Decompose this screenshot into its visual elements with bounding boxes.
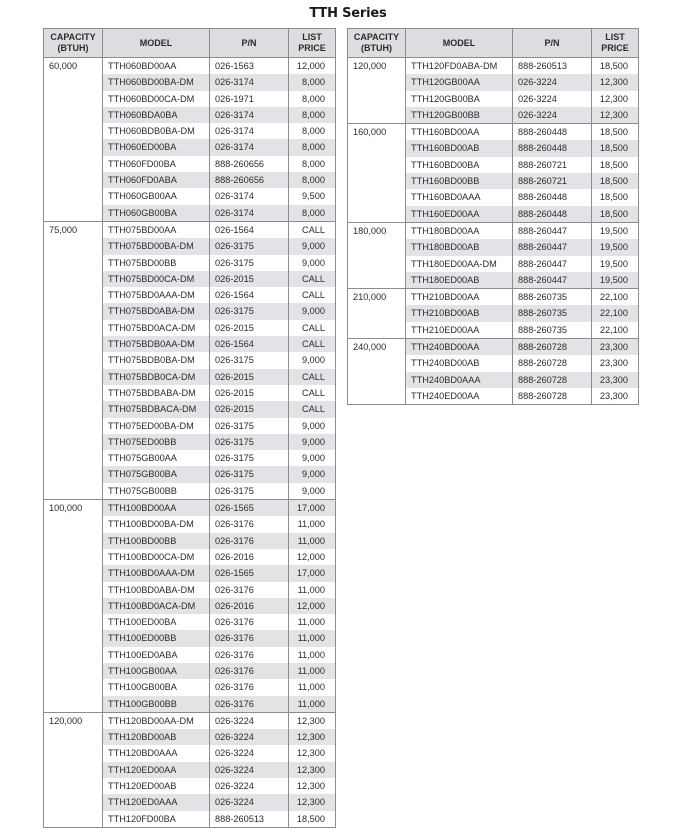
model-cell: TTH075GB00BA [103, 466, 210, 482]
pn-cell: 026-3224 [210, 762, 289, 778]
table-row [348, 222, 639, 239]
pn-cell: 026-3224 [513, 74, 592, 90]
model-cell: TTH075BD0AAA-DM [103, 287, 210, 303]
model-cell: TTH100ED0ABA [103, 647, 210, 663]
capacity-cell: 100,000 [44, 500, 103, 713]
price-cell: 9,000 [289, 483, 336, 500]
model-cell: TTH120GB00BA [406, 91, 513, 107]
header-list-price: LIST PRICE [289, 29, 336, 58]
price-cell: 11,000 [289, 582, 336, 598]
price-cell: 9,000 [289, 238, 336, 254]
model-cell: TTH160BD00BB [406, 173, 513, 189]
pn-cell: 888-260721 [513, 157, 592, 173]
price-cell: 17,000 [289, 500, 336, 517]
price-cell: 23,300 [592, 372, 639, 388]
price-cell: 8,000 [289, 139, 336, 155]
pn-cell: 026-3224 [210, 794, 289, 810]
pn-cell: 888-260448 [513, 189, 592, 205]
pn-cell: 026-3175 [210, 303, 289, 319]
model-cell: TTH075GB00AA [103, 450, 210, 466]
capacity-cell: 60,000 [44, 58, 103, 222]
table-row [348, 339, 639, 356]
pn-cell: 888-260448 [513, 124, 592, 141]
model-cell: TTH075BD00BA-DM [103, 238, 210, 254]
pn-cell: 888-260728 [513, 339, 592, 356]
pn-cell: 888-260735 [513, 289, 592, 306]
table-row [44, 712, 336, 729]
pn-cell: 888-260728 [513, 372, 592, 388]
price-cell: 12,300 [592, 107, 639, 124]
model-cell: TTH100BD0ABA-DM [103, 582, 210, 598]
price-cell: 11,000 [289, 630, 336, 646]
price-cell: 9,000 [289, 255, 336, 271]
model-cell: TTH100BD0ACA-DM [103, 598, 210, 614]
model-cell: TTH100BD00AA [103, 500, 210, 517]
pn-cell: 026-1564 [210, 221, 289, 238]
model-cell: TTH075BDB0AA-DM [103, 336, 210, 352]
pn-cell: 026-3175 [210, 352, 289, 368]
table-header-row [44, 29, 336, 58]
model-cell: TTH060BD00BA-DM [103, 74, 210, 90]
price-cell: 12,000 [289, 58, 336, 75]
pn-cell: 026-3224 [210, 712, 289, 729]
model-cell: TTH160BD00AA [406, 124, 513, 141]
model-cell: TTH075GB00BB [103, 483, 210, 500]
pn-cell: 026-3174 [210, 123, 289, 139]
price-cell: CALL [289, 221, 336, 238]
model-cell: TTH160BD0AAA [406, 189, 513, 205]
pn-cell: 888-260447 [513, 222, 592, 239]
model-cell: TTH240BD00AB [406, 355, 513, 371]
pn-cell: 888-260448 [513, 140, 592, 156]
pn-cell: 026-3175 [210, 238, 289, 254]
price-cell: CALL [289, 336, 336, 352]
price-cell: 18,500 [289, 811, 336, 828]
model-cell: TTH120FD0ABA-DM [406, 58, 513, 75]
price-cell: 12,300 [289, 729, 336, 745]
header-capacity: CAPACITY (BTUH) [348, 29, 406, 58]
pn-cell: 888-260735 [513, 322, 592, 339]
pn-cell: 026-1565 [210, 565, 289, 581]
price-cell: 12,300 [592, 91, 639, 107]
price-cell: 11,000 [289, 647, 336, 663]
price-cell: CALL [289, 401, 336, 417]
model-cell: TTH075ED00BB [103, 434, 210, 450]
capacity-cell: 180,000 [348, 222, 406, 288]
pn-cell: 026-3224 [210, 778, 289, 794]
price-cell: 22,100 [592, 322, 639, 339]
pn-cell: 026-3176 [210, 630, 289, 646]
price-cell: 19,500 [592, 239, 639, 255]
pn-cell: 026-3175 [210, 418, 289, 434]
price-cell: 23,300 [592, 355, 639, 371]
model-cell: TTH120GB00BB [406, 107, 513, 124]
price-cell: 9,000 [289, 434, 336, 450]
model-cell: TTH240ED00AA [406, 388, 513, 405]
header-pn: P/N [210, 29, 289, 58]
model-cell: TTH160BD00AB [406, 140, 513, 156]
price-cell: 23,300 [592, 339, 639, 356]
price-cell: 18,500 [592, 58, 639, 75]
model-cell: TTH100ED00BB [103, 630, 210, 646]
model-cell: TTH060GB00AA [103, 188, 210, 204]
price-cell: 12,000 [289, 598, 336, 614]
pn-cell: 026-2016 [210, 598, 289, 614]
model-cell: TTH060BD00CA-DM [103, 91, 210, 107]
capacity-cell: 210,000 [348, 289, 406, 339]
price-cell: CALL [289, 385, 336, 401]
model-cell: TTH060FD00BA [103, 156, 210, 172]
header-model: MODEL [406, 29, 513, 58]
pn-cell: 026-3176 [210, 663, 289, 679]
price-cell: CALL [289, 369, 336, 385]
price-cell: 18,500 [592, 140, 639, 156]
model-cell: TTH160ED00AA [406, 206, 513, 223]
price-cell: 8,000 [289, 74, 336, 90]
price-cell: 12,300 [289, 762, 336, 778]
price-cell: 12,300 [289, 778, 336, 794]
model-cell: TTH060BDB0BA-DM [103, 123, 210, 139]
capacity-cell: 120,000 [348, 58, 406, 124]
pn-cell: 026-3224 [513, 107, 592, 124]
capacity-cell: 120,000 [44, 712, 103, 827]
page-title: TTH Series [309, 6, 387, 21]
table-row [348, 289, 639, 306]
model-cell: TTH100GB00AA [103, 663, 210, 679]
pn-cell: 026-2015 [210, 369, 289, 385]
price-cell: 22,100 [592, 305, 639, 321]
model-cell: TTH060BD00AA [103, 58, 210, 75]
price-cell: 12,300 [289, 794, 336, 810]
model-cell: TTH160BD00BA [406, 157, 513, 173]
model-cell: TTH060BDA0BA [103, 107, 210, 123]
capacity-cell: 160,000 [348, 124, 406, 223]
price-table-right [347, 28, 639, 405]
price-cell: CALL [289, 287, 336, 303]
model-cell: TTH075BD0ABA-DM [103, 303, 210, 319]
pn-cell: 888-260721 [513, 173, 592, 189]
model-cell: TTH100GB00BA [103, 679, 210, 695]
price-cell: 8,000 [289, 172, 336, 188]
model-cell: TTH120BD00AB [103, 729, 210, 745]
model-cell: TTH210BD00AA [406, 289, 513, 306]
table-row [348, 58, 639, 75]
pn-cell: 888-260448 [513, 206, 592, 223]
price-cell: 12,300 [592, 74, 639, 90]
price-cell: 11,000 [289, 614, 336, 630]
table-row [44, 221, 336, 238]
table-row [348, 124, 639, 141]
model-cell: TTH120ED00AB [103, 778, 210, 794]
price-cell: 19,500 [592, 272, 639, 289]
model-cell: TTH100BD0AAA-DM [103, 565, 210, 581]
pn-cell: 888-260513 [513, 58, 592, 75]
price-cell: CALL [289, 320, 336, 336]
header-model: MODEL [103, 29, 210, 58]
pn-cell: 026-3176 [210, 516, 289, 532]
price-cell: 19,500 [592, 256, 639, 272]
pn-cell: 026-1563 [210, 58, 289, 75]
model-cell: TTH180ED00AA-DM [406, 256, 513, 272]
pn-cell: 888-260728 [513, 355, 592, 371]
model-cell: TTH100BD00CA-DM [103, 549, 210, 565]
pn-cell: 026-3174 [210, 139, 289, 155]
model-cell: TTH100BD00BA-DM [103, 516, 210, 532]
pn-cell: 026-3224 [210, 729, 289, 745]
model-cell: TTH240BD00AA [406, 339, 513, 356]
pn-cell: 026-3176 [210, 679, 289, 695]
pn-cell: 026-3175 [210, 450, 289, 466]
model-cell: TTH060ED00BA [103, 139, 210, 155]
price-cell: 8,000 [289, 205, 336, 222]
pn-cell: 026-3174 [210, 74, 289, 90]
model-cell: TTH180ED00AB [406, 272, 513, 289]
price-cell: 19,500 [592, 222, 639, 239]
model-cell: TTH120GB00AA [406, 74, 513, 90]
model-cell: TTH120ED00AA [103, 762, 210, 778]
pn-cell: 026-3176 [210, 647, 289, 663]
model-cell: TTH100BD00BB [103, 533, 210, 549]
price-cell: 9,000 [289, 450, 336, 466]
pn-cell: 026-3176 [210, 533, 289, 549]
pn-cell: 026-3174 [210, 188, 289, 204]
price-table-left [43, 28, 336, 828]
pn-cell: 888-260735 [513, 305, 592, 321]
pn-cell: 026-3175 [210, 466, 289, 482]
pn-cell: 026-2015 [210, 401, 289, 417]
model-cell: TTH120ED0AAA [103, 794, 210, 810]
price-cell: 12,300 [289, 745, 336, 761]
price-cell: 9,000 [289, 466, 336, 482]
pn-cell: 026-3175 [210, 483, 289, 500]
pn-cell: 026-2015 [210, 271, 289, 287]
model-cell: TTH210BD00AB [406, 305, 513, 321]
pn-cell: 026-2016 [210, 549, 289, 565]
model-cell: TTH075BDBABA-DM [103, 385, 210, 401]
pn-cell: 026-3175 [210, 434, 289, 450]
pn-cell: 026-1565 [210, 500, 289, 517]
price-cell: 18,500 [592, 206, 639, 223]
model-cell: TTH075BD00AA [103, 221, 210, 238]
model-cell: TTH075BD00CA-DM [103, 271, 210, 287]
header-list-price: LIST PRICE [592, 29, 639, 58]
pn-cell: 026-3174 [210, 205, 289, 222]
table-body [44, 58, 336, 828]
price-cell: 12,300 [289, 712, 336, 729]
pn-cell: 888-260513 [210, 811, 289, 828]
price-cell: 18,500 [592, 173, 639, 189]
model-cell: TTH120FD00BA [103, 811, 210, 828]
price-cell: 9,000 [289, 418, 336, 434]
model-cell: TTH075BD0ACA-DM [103, 320, 210, 336]
table-header-row [348, 29, 639, 58]
table-body [348, 58, 639, 405]
capacity-cell: 75,000 [44, 221, 103, 499]
header-capacity: CAPACITY (BTUH) [44, 29, 103, 58]
model-cell: TTH100ED00BA [103, 614, 210, 630]
price-cell: 12,000 [289, 549, 336, 565]
pn-cell: 026-1564 [210, 287, 289, 303]
model-cell: TTH240BD0AAA [406, 372, 513, 388]
price-cell: 8,000 [289, 91, 336, 107]
price-cell: 9,500 [289, 188, 336, 204]
price-cell: 18,500 [592, 157, 639, 173]
pn-cell: 026-3224 [210, 745, 289, 761]
price-cell: 23,300 [592, 388, 639, 405]
pn-cell: 026-3224 [513, 91, 592, 107]
pn-cell: 026-3176 [210, 614, 289, 630]
price-cell: 17,000 [289, 565, 336, 581]
price-cell: CALL [289, 271, 336, 287]
pn-cell: 888-260447 [513, 272, 592, 289]
pn-cell: 888-260447 [513, 239, 592, 255]
pn-cell: 026-1971 [210, 91, 289, 107]
price-cell: 18,500 [592, 189, 639, 205]
price-cell: 11,000 [289, 516, 336, 532]
table-row [44, 500, 336, 517]
capacity-cell: 240,000 [348, 339, 406, 405]
model-cell: TTH120BD0AAA [103, 745, 210, 761]
price-cell: 11,000 [289, 533, 336, 549]
price-cell: 8,000 [289, 156, 336, 172]
price-cell: 8,000 [289, 123, 336, 139]
pn-cell: 888-260728 [513, 388, 592, 405]
pn-cell: 888-260656 [210, 172, 289, 188]
model-cell: TTH100GB00BB [103, 696, 210, 713]
price-cell: 9,000 [289, 352, 336, 368]
model-cell: TTH060FD0ABA [103, 172, 210, 188]
price-cell: 11,000 [289, 679, 336, 695]
price-cell: 8,000 [289, 107, 336, 123]
price-cell: 9,000 [289, 303, 336, 319]
model-cell: TTH060GB00BA [103, 205, 210, 222]
pn-cell: 888-260447 [513, 256, 592, 272]
model-cell: TTH075BDBACA-DM [103, 401, 210, 417]
pn-cell: 026-3175 [210, 255, 289, 271]
model-cell: TTH180BD00AA [406, 222, 513, 239]
model-cell: TTH180BD00AB [406, 239, 513, 255]
pn-cell: 026-2015 [210, 320, 289, 336]
model-cell: TTH120BD00AA-DM [103, 712, 210, 729]
pn-cell: 026-2015 [210, 385, 289, 401]
pn-cell: 026-3176 [210, 696, 289, 713]
price-cell: 11,000 [289, 696, 336, 713]
pn-cell: 888-260656 [210, 156, 289, 172]
price-cell: 18,500 [592, 124, 639, 141]
pn-cell: 026-3174 [210, 107, 289, 123]
model-cell: TTH075ED00BA-DM [103, 418, 210, 434]
header-pn: P/N [513, 29, 592, 58]
model-cell: TTH075BD00BB [103, 255, 210, 271]
pn-cell: 026-3176 [210, 582, 289, 598]
model-cell: TTH075BDB0CA-DM [103, 369, 210, 385]
price-cell: 11,000 [289, 663, 336, 679]
table-row [44, 58, 336, 75]
price-cell: 22,100 [592, 289, 639, 306]
model-cell: TTH210ED00AA [406, 322, 513, 339]
model-cell: TTH075BDB0BA-DM [103, 352, 210, 368]
pn-cell: 026-1564 [210, 336, 289, 352]
